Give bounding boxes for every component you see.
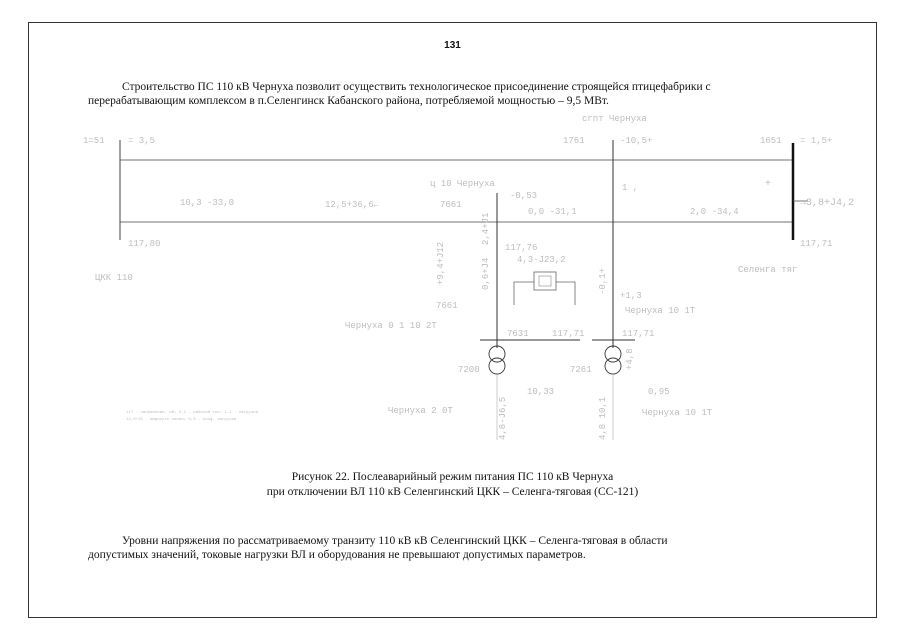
legend-line-2: 12,0+J5 - мощность линии; 0,0 - коэф. загрузки [126,418,237,422]
left-feed-name: Чернуха 0 1 10 2Т [345,321,437,331]
t1-code: 7200 [458,365,480,375]
flow-1: 10,3 -33,0 [180,198,235,208]
legend-line-1: 117 - напряжение, кВ; 2-1 - рабочий ток; 1-1 - нагрузка [126,411,259,415]
transformer-t2-primary [605,346,621,362]
vertical-flow-1: +9,4+J12 [436,241,446,285]
voltage-left-name: ЦКК 110 [95,273,133,283]
flow-out-label: →3,8+J4,2 [800,198,855,209]
voltage-left: 117,80 [128,239,161,249]
coupler-breaker [534,272,556,290]
right-small-value: 0,95 [648,387,670,397]
label-top-center: сгпт Чернуха [582,114,647,124]
right-code-a: 7631 [507,329,529,339]
intro-line-1: Строительство ПС 110 кВ Чернуха позволит осуществить технологическое присоединение строящейся птицефабрики с [122,81,711,93]
flow-4: -0,53 [510,191,538,201]
right-code-b: 117,71 [552,329,585,339]
label-right-top-b: = 1,5+ [800,136,833,146]
mid-bus-value: 10,33 [527,387,555,397]
label-left-top2: = 3,5 [128,136,156,146]
plus-mark: + [765,179,772,190]
outro-paragraph [88,534,818,562]
label-bus-i: 1 , [622,183,639,193]
outro-line-2: допустимых значений, токовые нагрузки ВЛ и оборудования не превышают допустимых параметров. [88,549,586,561]
right-feed-code: Чернуха 10 1Т [625,306,696,316]
left-feed-code: 7661 [436,301,458,311]
flow-2: 12,5+36,6← [325,200,380,210]
label-center-top-a: 1761 [563,136,585,146]
transformer-t1-primary [489,346,505,362]
t1-vertical-value: 4,8-J6,5 [498,396,508,440]
load2-name: Чернуха 10 1Т [642,408,713,418]
t2-code: 7261 [570,365,592,375]
intro-line-2: перерабатывающим комплексом в п.Селенгинск Кабанского района, потребляемой мощностью – 9,5 МВт. [88,95,609,107]
voltage-right-name: Селенга тяг [738,265,798,275]
voltage-mid: 117,76 [505,243,538,253]
page-number: 131 [444,40,461,51]
vertical-flow-3: -0,1+ [598,267,608,295]
coupler-value: 4,3-J23,2 [517,255,566,265]
figure-caption-line-1: Рисунок 22. Послеаварийный режим питания ПС 110 кВ Чернуха [291,471,614,483]
label-center-top-b: -10,5+ [620,136,653,146]
label-left-top: 1=51 [83,136,105,146]
vertical-flow-2: 0,6+J4 [481,257,491,290]
flow-3: 7661 [440,200,462,210]
flow-6: 2,0 -34,4 [690,207,739,217]
voltage-right: 117,71 [800,239,833,249]
right-code-d: 117,71 [622,329,655,339]
left-vertical-value: 2,4+J1 [481,212,491,245]
t2-vertical-value: 4,8 10,1 [598,396,608,440]
t2-value: +4,8 [625,348,635,370]
transformer-t1-secondary [489,358,505,374]
figure-caption-line-2: при отключении ВЛ 110 кВ Селенгинский ЦКК – Селенга-тяговая (СС-121) [266,486,639,498]
label-right-top-a: 1651 [760,136,782,146]
load1-name: Чернуха 2 0Т [388,406,453,416]
flow-5: 0,0 -31,1 [528,207,577,217]
label-center-mid: ц 10 Чернуха [430,179,495,189]
outro-line-1: Уровни напряжения по рассматриваемому транзиту 110 кВ кВ Селенгинский ЦКК – Селенга-тяговая в области [122,535,668,547]
coupler-link [514,282,575,305]
right-code-c: +1,3 [620,291,642,301]
transformer-t2-secondary [605,358,621,374]
